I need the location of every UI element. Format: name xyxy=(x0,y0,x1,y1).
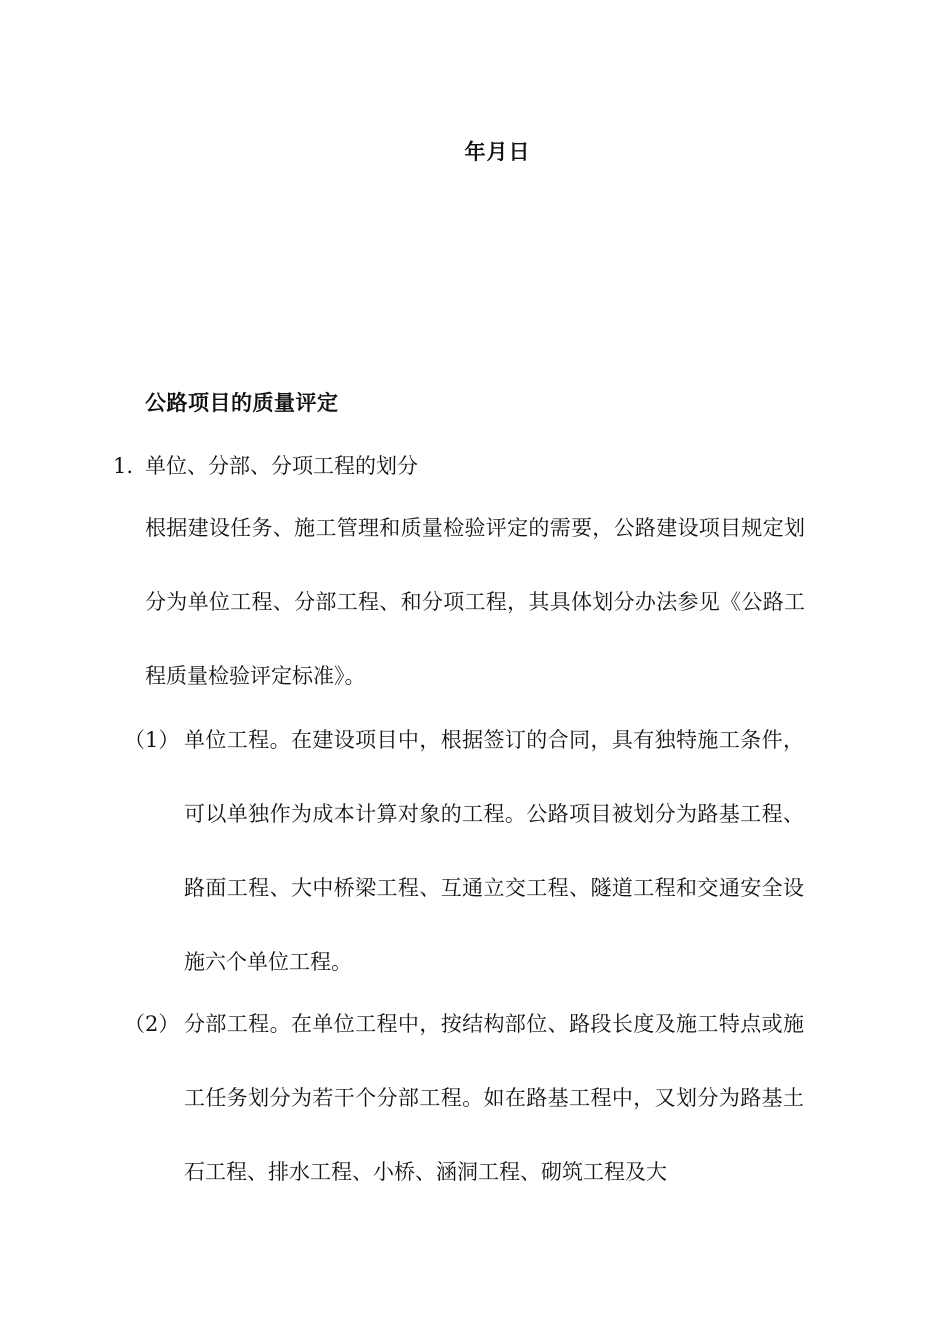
list-item-marker: （1） xyxy=(124,728,180,752)
heading-text: 单位、分部、分项工程的划分 xyxy=(145,454,418,478)
list-item-text: 单位工程。在建设项目中，根据签订的合同，具有独特施工条件，可以单独作为成本计算对象的工程。公路项目被划分为路基工程、路面工程、大中桥梁工程、互通立交工程、隧道工程和交通安全设施六个单位工程。 xyxy=(184,728,804,974)
numbered-heading xyxy=(113,450,418,480)
date-heading: 年月日 xyxy=(464,140,531,164)
list-item-marker: （2） xyxy=(124,1012,180,1036)
intro-paragraph: 根据建设任务、施工管理和质量检验评定的需要，公路建设项目规定划分为单位工程、分部工程、和分项工程，其具体划分办法参见《公路工程质量检验评定标准》。 xyxy=(145,516,805,688)
section-title: 公路项目的质量评定 xyxy=(145,391,339,415)
heading-number: 1. xyxy=(113,454,134,478)
list-item-text: 分部工程。在单位工程中，按结构部位、路段长度及施工特点或施工任务划分为若干个分部工程。如在路基工程中，又划分为路基土石工程、排水工程、小桥、涵洞工程、砌筑工程及大 xyxy=(184,1012,804,1184)
